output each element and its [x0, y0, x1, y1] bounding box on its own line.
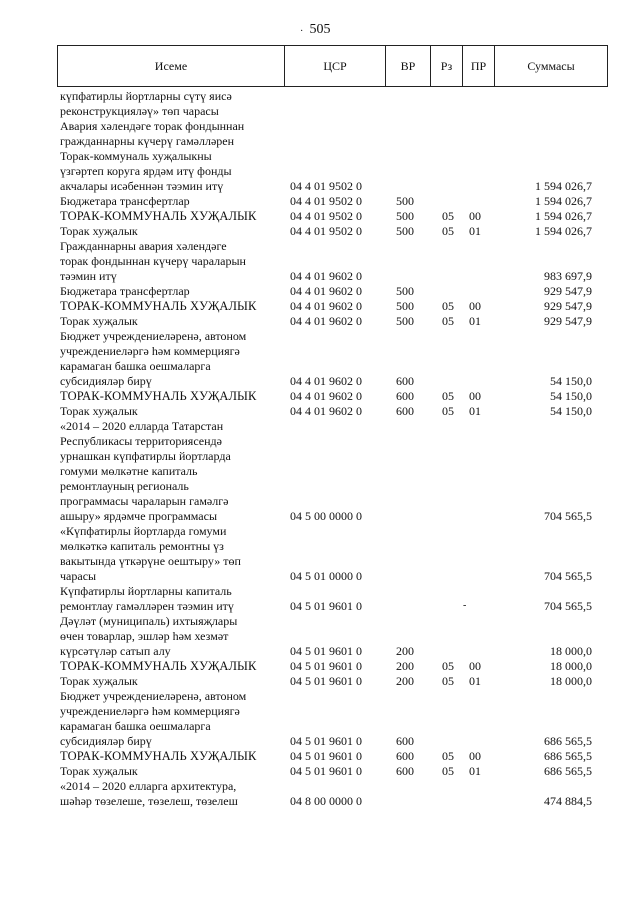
- row-name-line: ТОРАК-КОММУНАЛЬ ХУҖАЛЫК: [60, 299, 257, 313]
- row-csr: 04 4 01 9502 0: [290, 209, 362, 223]
- page-number-text: 505: [309, 22, 331, 37]
- row-name-line: программасы чараларын гамәлгә: [60, 494, 229, 508]
- row-name-line: Торак-коммуналь хуҗалыкны: [60, 149, 212, 163]
- row-pr: 00: [469, 299, 481, 313]
- page-dot: ·: [300, 26, 304, 37]
- row-name-line: «Күпфатирлы йортларда гомуми: [60, 524, 227, 538]
- row-rz: 05: [442, 389, 454, 403]
- table-row: [60, 209, 592, 224]
- row-rz: 05: [442, 314, 454, 328]
- table-row: [60, 689, 592, 749]
- header-name: Исеме: [58, 46, 285, 86]
- row-name-line: Бюджет учреждениеләренә, автоном: [60, 689, 247, 703]
- row-name-line: Торак хуҗалык: [60, 764, 138, 778]
- row-sum: 54 150,0: [550, 404, 592, 418]
- row-csr: 04 4 01 9602 0: [290, 299, 362, 313]
- row-vr: 500: [396, 314, 414, 328]
- table-row: [60, 194, 592, 209]
- row-name-line: учреждениеләргә һәм коммерциягә: [60, 704, 240, 718]
- row-name: [60, 404, 286, 419]
- row-rz: 05: [442, 224, 454, 238]
- row-pr: 00: [469, 209, 481, 223]
- row-sum: 686 565,5: [544, 734, 592, 748]
- row-name-line: карамаган башка оешмаларга: [60, 359, 211, 373]
- row-sum: 686 565,5: [544, 764, 592, 778]
- table-row: [60, 299, 592, 314]
- row-name: [60, 89, 286, 119]
- row-sum: 18 000,0: [550, 644, 592, 658]
- row-sum: 18 000,0: [550, 659, 592, 673]
- row-rz: 05: [442, 209, 454, 223]
- row-name-line: Торак хуҗалык: [60, 404, 138, 418]
- row-sum: 1 594 026,7: [535, 209, 592, 223]
- row-name-line: ТОРАК-КОММУНАЛЬ ХУҖАЛЫК: [60, 209, 257, 223]
- row-csr: 04 4 01 9602 0: [290, 284, 362, 298]
- row-name: [60, 749, 286, 764]
- row-name-line: урнашкан күпфатирлы йортларда: [60, 449, 231, 463]
- row-csr: 04 4 01 9502 0: [290, 194, 362, 208]
- row-name: [60, 194, 286, 209]
- row-csr: 04 4 01 9602 0: [290, 404, 362, 418]
- row-name-line: ремонтлау гамәлләрен тәэмин итү: [60, 599, 234, 613]
- row-sum: 704 565,5: [544, 509, 592, 523]
- table-row: [60, 524, 592, 584]
- row-name-line: учреждениеләргә һәм коммерциягә: [60, 344, 240, 358]
- table-header: [57, 45, 608, 87]
- row-sum: 983 697,9: [544, 269, 592, 283]
- row-name-line: субсидияләр бирү: [60, 734, 152, 748]
- row-vr: 600: [396, 749, 414, 763]
- row-vr: 500: [396, 194, 414, 208]
- row-sum: 929 547,9: [544, 299, 592, 313]
- row-pr: 00: [469, 749, 481, 763]
- table-row: [60, 389, 592, 404]
- row-name-line: Торак хуҗалык: [60, 314, 138, 328]
- row-sum: 1 594 026,7: [535, 179, 592, 193]
- header-rz: Рз: [431, 46, 463, 86]
- row-csr: 04 4 01 9602 0: [290, 389, 362, 403]
- row-vr: 600: [396, 734, 414, 748]
- row-vr: 500: [396, 224, 414, 238]
- row-name: [60, 689, 286, 749]
- row-rz: 05: [442, 299, 454, 313]
- row-name: [60, 659, 286, 674]
- row-name-line: ТОРАК-КОММУНАЛЬ ХУҖАЛЫК: [60, 659, 257, 673]
- row-pr: 01: [469, 224, 481, 238]
- row-pr: 00: [469, 659, 481, 673]
- table-row: [60, 224, 592, 239]
- row-name: [60, 119, 286, 194]
- table-row: [60, 239, 592, 284]
- row-csr: 04 5 00 0000 0: [290, 509, 362, 523]
- row-name-line: Торак хуҗалык: [60, 674, 138, 688]
- row-name: [60, 764, 286, 779]
- row-csr: 04 5 01 0000 0: [290, 569, 362, 583]
- row-name: [60, 209, 286, 224]
- table-row: [60, 749, 592, 764]
- tick-mark: -: [463, 600, 467, 611]
- row-name-line: гражданнарны күчерү гамәлләрен: [60, 134, 235, 148]
- row-name-line: Республикасы территориясендә: [60, 434, 222, 448]
- row-rz: 05: [442, 764, 454, 778]
- table-row: [60, 404, 592, 419]
- row-name-line: тәэмин итү: [60, 269, 117, 283]
- row-pr: 01: [469, 404, 481, 418]
- row-sum: 1 594 026,7: [535, 194, 592, 208]
- row-vr: 200: [396, 674, 414, 688]
- row-csr: 04 4 01 9502 0: [290, 224, 362, 238]
- row-pr: 01: [469, 314, 481, 328]
- row-csr: 04 4 01 9602 0: [290, 314, 362, 328]
- row-name-line: күрсәтүләр сатып алу: [60, 644, 171, 658]
- row-pr: 01: [469, 674, 481, 688]
- row-vr: 500: [396, 284, 414, 298]
- row-csr: 04 5 01 9601 0: [290, 659, 362, 673]
- row-sum: 18 000,0: [550, 674, 592, 688]
- row-sum: 54 150,0: [550, 389, 592, 403]
- row-name: [60, 614, 286, 659]
- table-row: [60, 584, 592, 614]
- row-vr: 600: [396, 389, 414, 403]
- row-vr: 600: [396, 374, 414, 388]
- row-name: [60, 299, 286, 314]
- table-row: [60, 764, 592, 779]
- header-sum: Суммасы: [527, 58, 575, 73]
- row-csr: 04 5 01 9601 0: [290, 644, 362, 658]
- row-sum: 929 547,9: [544, 284, 592, 298]
- row-name-line: Дәүләт (муниципаль) ихтыяҗлары: [60, 614, 238, 628]
- row-name-line: Бюджетара трансфертлар: [60, 284, 190, 298]
- row-name: [60, 779, 286, 809]
- table-row: [60, 674, 592, 689]
- row-name-line: Торак хуҗалык: [60, 224, 138, 238]
- row-name-line: «2014 – 2020 елларга архитектура,: [60, 779, 237, 793]
- row-sum: 929 547,9: [544, 314, 592, 328]
- row-name-line: шәһәр төзелеше, төзелеш, төзелеш: [60, 794, 238, 808]
- row-sum: 1 594 026,7: [535, 224, 592, 238]
- row-sum: 704 565,5: [544, 569, 592, 583]
- row-name: [60, 224, 286, 239]
- row-sum: 686 565,5: [544, 749, 592, 763]
- row-name-line: мөлкәткә капиталь ремонтны үз: [60, 539, 224, 553]
- table-row: [60, 329, 592, 389]
- row-name-line: Авария хәлендәге торак фондыннан: [60, 119, 245, 133]
- row-name: [60, 419, 286, 524]
- row-name-line: ТОРАК-КОММУНАЛЬ ХУҖАЛЫК: [60, 389, 257, 403]
- row-rz: 05: [442, 659, 454, 673]
- table-row: [60, 614, 592, 659]
- row-name: [60, 329, 286, 389]
- row-csr: 04 5 01 9601 0: [290, 599, 362, 613]
- row-csr: 04 4 01 9502 0: [290, 179, 362, 193]
- table-body: [60, 89, 592, 809]
- row-csr: 04 4 01 9602 0: [290, 374, 362, 388]
- row-rz: 05: [442, 404, 454, 418]
- row-name-line: Бюджет учреждениеләренә, автоном: [60, 329, 247, 343]
- row-vr: 600: [396, 764, 414, 778]
- row-name-line: Күпфатирлы йортларны капиталь: [60, 584, 232, 598]
- row-vr: 500: [396, 299, 414, 313]
- row-name-line: субсидияләр бирү: [60, 374, 152, 388]
- row-name-line: үзгәртеп коруга ярдәм итү фонды: [60, 164, 232, 178]
- row-name: [60, 524, 286, 584]
- header-csr: ЦСР: [285, 46, 386, 86]
- row-name-line: чарасы: [60, 569, 97, 583]
- row-name-line: акчалары исәбеннән тәэмин итү: [60, 179, 224, 193]
- table-row: [60, 419, 592, 524]
- header-pr: ПР: [463, 46, 495, 86]
- row-name-line: Гражданнарны авария хәлендәге: [60, 239, 227, 253]
- row-vr: 200: [396, 659, 414, 673]
- row-name-line: «2014 – 2020 елларда Татарстан: [60, 419, 224, 433]
- table-row: [60, 659, 592, 674]
- row-name-line: гомуми мөлкәтне капиталь: [60, 464, 198, 478]
- row-csr: 04 8 00 0000 0: [290, 794, 362, 808]
- page-number: [0, 22, 640, 38]
- row-name-line: Бюджетара трансфертлар: [60, 194, 190, 208]
- row-name: [60, 389, 286, 404]
- row-name: [60, 314, 286, 329]
- row-csr: 04 5 01 9601 0: [290, 764, 362, 778]
- row-vr: 200: [396, 644, 414, 658]
- row-name: [60, 674, 286, 689]
- row-pr: 01: [469, 764, 481, 778]
- row-name-line: ремонтлауның региональ: [60, 479, 189, 493]
- row-name-line: вакытында үткәрүне оештыру» төп: [60, 554, 241, 568]
- row-pr: 00: [469, 389, 481, 403]
- row-csr: 04 4 01 9602 0: [290, 269, 362, 283]
- row-sum: 54 150,0: [550, 374, 592, 388]
- header-vr: ВР: [386, 46, 431, 86]
- row-name-line: карамаган башка оешмаларга: [60, 719, 211, 733]
- table-row: [60, 284, 592, 299]
- row-csr: 04 5 01 9601 0: [290, 674, 362, 688]
- table-row: [60, 89, 592, 119]
- row-name-line: ашыру» ярдәмче программасы: [60, 509, 218, 523]
- row-name: [60, 239, 286, 284]
- table-row: [60, 779, 592, 809]
- row-vr: 500: [396, 209, 414, 223]
- row-rz: 05: [442, 674, 454, 688]
- row-sum: 704 565,5: [544, 599, 592, 613]
- row-name: [60, 284, 286, 299]
- row-sum: 474 884,5: [544, 794, 592, 808]
- row-name-line: ТОРАК-КОММУНАЛЬ ХУҖАЛЫК: [60, 749, 257, 763]
- row-vr: 600: [396, 404, 414, 418]
- table-row: [60, 314, 592, 329]
- row-rz: 05: [442, 749, 454, 763]
- row-csr: 04 5 01 9601 0: [290, 734, 362, 748]
- row-name-line: өчен товарлар, эшләр һәм хезмәт: [60, 629, 229, 643]
- row-csr: 04 5 01 9601 0: [290, 749, 362, 763]
- row-name-line: күпфатирлы йортларны сүтү яисә: [60, 89, 232, 103]
- row-name-line: торак фондыннан күчерү чараларын: [60, 254, 246, 268]
- table-row: [60, 119, 592, 194]
- row-name-line: реконструкцияләү» төп чарасы: [60, 104, 219, 118]
- row-name: [60, 584, 286, 614]
